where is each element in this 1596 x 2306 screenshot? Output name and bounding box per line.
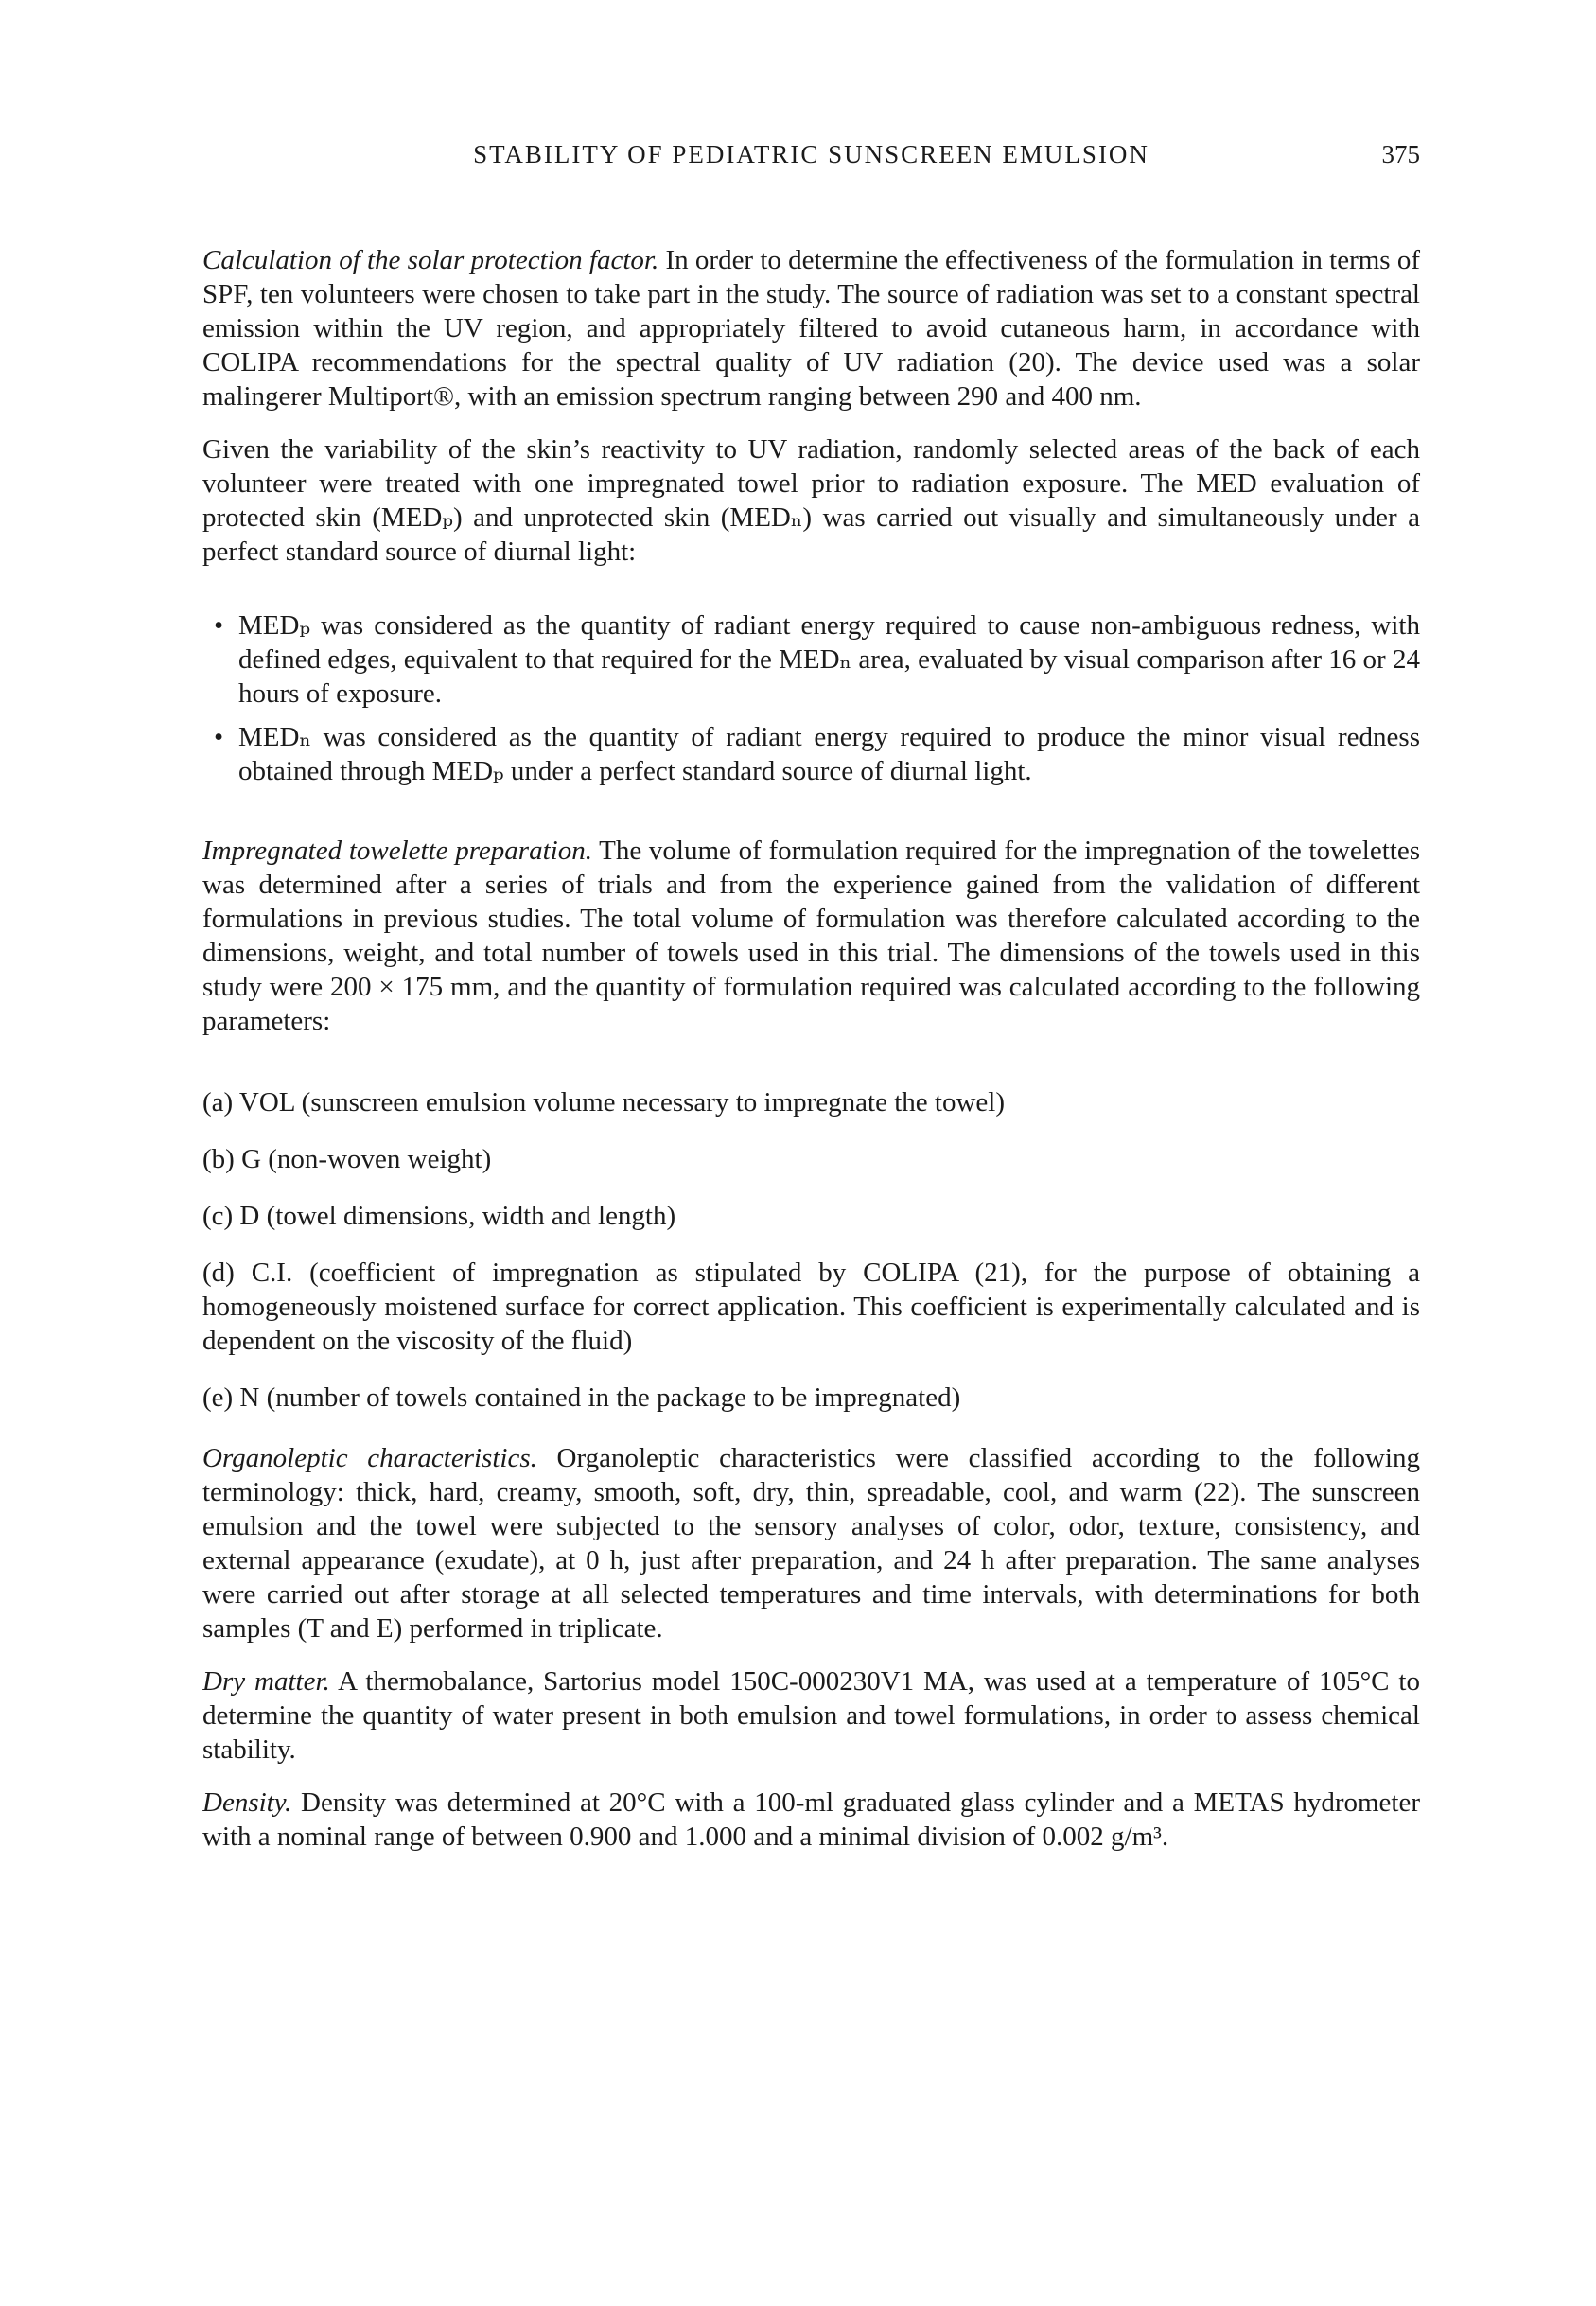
bullet-icon: •: [214, 610, 224, 641]
paragraph-dry-matter: [202, 1664, 1420, 1767]
param-item-a: (a) VOL (sunscreen emulsion volume necessary to impregnate the towel): [202, 1087, 1005, 1118]
page-number: 375: [1381, 140, 1420, 168]
param-item-c: (c) D (towel dimensions, width and length): [202, 1201, 676, 1231]
paragraph-calculation-spf: [202, 243, 1420, 414]
section-text-calculation: In order to determine the effectiveness of the formulation in terms of SPF, ten volunteers were chosen to take part in the study. The source of radiation was set to a constant spectral emission within the UV region, and appropriately filtered to avoid cutaneous harm, in accordance with COLIPA recommendations for the spectral quality of UV radiation (20). The device used was a solar malingerer Multiport®, with an emission spectrum ranging between 290 and 400 nm.: [202, 245, 1420, 412]
bullet-text-medp: MEDₚ was considered as the quantity of radiant energy required to cause non-ambiguous redness, with defined edges, equivalent to that required for the MEDₙ area, evaluated by visual comparison after 16 or 24 hours of exposure.: [238, 610, 1420, 709]
section-text-towelette: The volume of formulation required for the impregnation of the towelettes was determined after a series of trials and from the experience gained from the validation of different formulations in previous studies. The total volume of formulation was therefore calculated according to the dimensions, weight, and total number of towels used in this trial. The dimensions of the towels used in this study were 200 × 175 mm, and the quantity of formulation required was calculated according to the following parameters:: [202, 836, 1421, 1036]
list-item-medn: [202, 720, 1420, 788]
parameter-list: [202, 1085, 1420, 1415]
section-lead-density: Density.: [202, 1787, 292, 1818]
running-title: STABILITY OF PEDIATRIC SUNSCREEN EMULSION: [473, 140, 1149, 168]
paragraph-towelette: [202, 834, 1420, 1038]
paragraph-organoleptic: [202, 1441, 1420, 1646]
bullet-text-medn: MEDₙ was considered as the quantity of radiant energy required to produce the minor visual redness obtained through MEDₚ under a perfect standard source of diurnal light.: [238, 722, 1420, 786]
list-item-medp: [202, 608, 1420, 711]
paragraph-density: [202, 1786, 1420, 1854]
param-item-b: (b) G (non-woven weight): [202, 1144, 492, 1174]
section-lead-calculation: Calculation of the solar protection factor.: [202, 245, 659, 275]
section-lead-towelette: Impregnated towelette preparation.: [202, 836, 592, 866]
paragraph-variability: Given the variability of the skin’s reactivity to UV radiation, randomly selected areas of the back of each volunteer were treated with one impregnated towel prior to radiation exposure. The MED evaluation of protected skin (MEDₚ) and unprotected skin (MEDₙ) was carried out visually and simultaneously under a perfect standard source of diurnal light:: [202, 434, 1420, 567]
running-head: [202, 140, 1420, 169]
param-item-e: (e) N (number of towels contained in the package to be impregnated): [202, 1382, 961, 1413]
med-bullet-list: [202, 608, 1420, 788]
bullet-icon: •: [214, 722, 224, 752]
section-text-dry-matter: A thermobalance, Sartorius model 150C-000230V1 MA, was used at a temperature of 105°C to determine the quantity of water present in both emulsion and towel formulations, in order to assess chemical stability.: [202, 1666, 1420, 1765]
section-text-density: Density was determined at 20°C with a 100-ml graduated glass cylinder and a METAS hydrometer with a nominal range of between 0.900 and 1.000 and a minimal division of 0.002 g/m³.: [202, 1787, 1420, 1852]
section-lead-dry-matter: Dry matter.: [202, 1666, 330, 1697]
section-lead-organoleptic: Organoleptic characteristics.: [202, 1443, 537, 1473]
param-item-d: (d) C.I. (coefficient of impregnation as stipulated by COLIPA (21), for the purpose of obtaining a homogeneously moistened surface for correct application. This coefficient is experimentally calculated and is dependent on the viscosity of the fluid): [202, 1258, 1420, 1356]
section-text-organoleptic: Organoleptic characteristics were classified according to the following terminology: thick, hard, creamy, smooth, soft, dry, thin, spreadable, cool, and warm (22). The sunscreen emulsion and the towel were subjected to the sensory analyses of color, odor, texture, consistency, and external appearance (exudate), at 0 h, just after preparation, and 24 h after preparation. The same analyses were carried out after storage at all selected temperatures and time intervals, with determinations for both samples (T and E) performed in triplicate.: [202, 1443, 1420, 1644]
